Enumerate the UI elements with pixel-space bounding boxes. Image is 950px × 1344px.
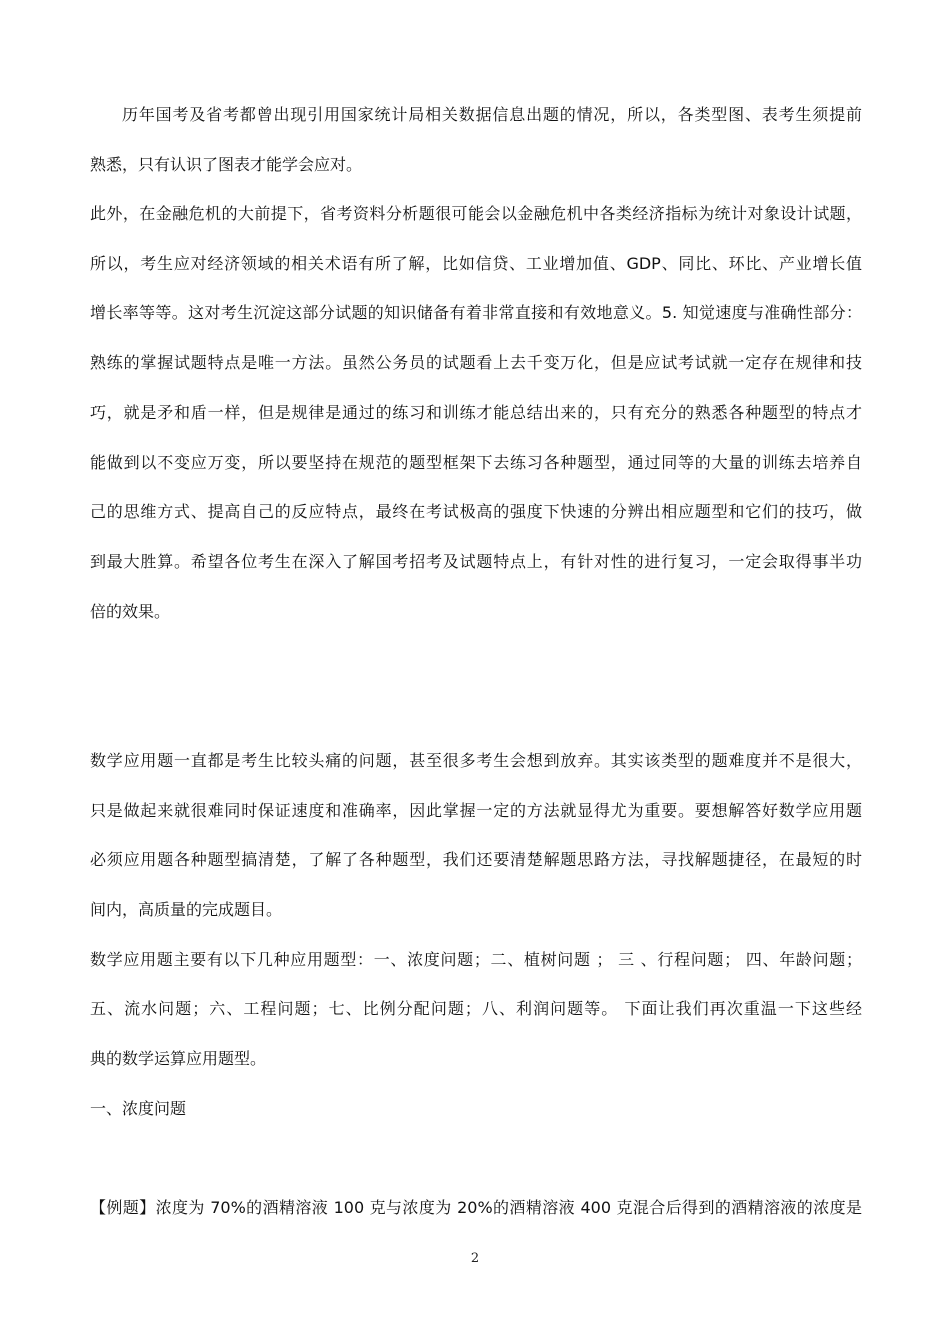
paragraph-2-line-2: 所以，考生应对经济领域的相关术语有所了解，比如信贷、工业增加值、GDP、同比、环比、产业增长值 <box>90 254 862 273</box>
paragraph-2-line-3: 增长率等等。这对考生沉淀这部分试题的知识储备有着非常直接和有效地意义。5. 知觉速度与准确性部分： <box>90 303 862 322</box>
paragraph-3-line-3: 必须应用题各种题型搞清楚，了解了各种题型，我们还要清楚解题思路方法，寻找解题捷径，在最短的时 <box>90 850 862 869</box>
paragraph-1-line-2: 熟悉，只有认识了图表才能学会应对。 <box>90 155 363 174</box>
paragraph-1-line-1: 历年国考及省考都曾出现引用国家统计局相关数据信息出题的情况，所以，各类型图、表考生须提前 <box>122 105 862 124</box>
paragraph-3-line-2: 只是做起来就很难同时保证速度和准确率，因此掌握一定的方法就显得尤为重要。要想解答好数学应用题 <box>90 801 862 820</box>
page-number: 2 <box>470 1251 480 1266</box>
paragraph-4-line-2: 五、流水问题；六、工程问题；七、比例分配问题；八、利润问题等。 下面让我们再次重温一下这些经 <box>90 999 862 1018</box>
paragraph-3-line-1: 数学应用题一直都是考生比较头痛的问题，甚至很多考生会想到放弃。其实该类型的题难度并不是很大， <box>90 751 862 770</box>
example-line: 【例题】浓度为 70%的酒精溶液 100 克与浓度为 20%的酒精溶液 400 克混合后得到的酒精溶液的浓度是 <box>90 1198 862 1217</box>
paragraph-2-line-8: 到最大胜算。希望各位考生在深入了解国考招考及试题特点上，有针对性的进行复习，一定会取得事半功 <box>90 552 862 571</box>
paragraph-2-line-6: 能做到以不变应万变，所以要坚持在规范的题型框架下去练习各种题型，通过同等的大量的训练去培养自 <box>90 453 862 472</box>
paragraph-2-line-4: 熟练的掌握试题特点是唯一方法。虽然公务员的试题看上去千变万化，但是应试考试就一定存在规律和技 <box>90 353 862 372</box>
paragraph-2-line-9: 倍的效果。 <box>90 602 171 621</box>
paragraph-3-line-4: 间内，高质量的完成题目。 <box>90 900 283 919</box>
paragraph-4-line-3: 典的数学运算应用题型。 <box>90 1049 267 1068</box>
paragraph-2-line-1: 此外，在金融危机的大前提下，省考资料分析题很可能会以金融危机中各类经济指标为统计对象设计试题， <box>90 204 862 223</box>
paragraph-4-line-1: 数学应用题主要有以下几种应用题型：一、浓度问题；二、植树问题 ； 三 、行程问题； 四、年龄问题； <box>90 950 862 969</box>
paragraph-2-line-7: 己的思维方式、提高自己的反应特点，最终在考试极高的强度下快速的分辨出相应题型和它们的技巧，做 <box>90 502 862 521</box>
section-heading: 一、浓度问题 <box>90 1099 187 1118</box>
paragraph-2-line-5: 巧，就是矛和盾一样，但是规律是通过的练习和训练才能总结出来的，只有充分的熟悉各种题型的特点才 <box>90 403 862 422</box>
